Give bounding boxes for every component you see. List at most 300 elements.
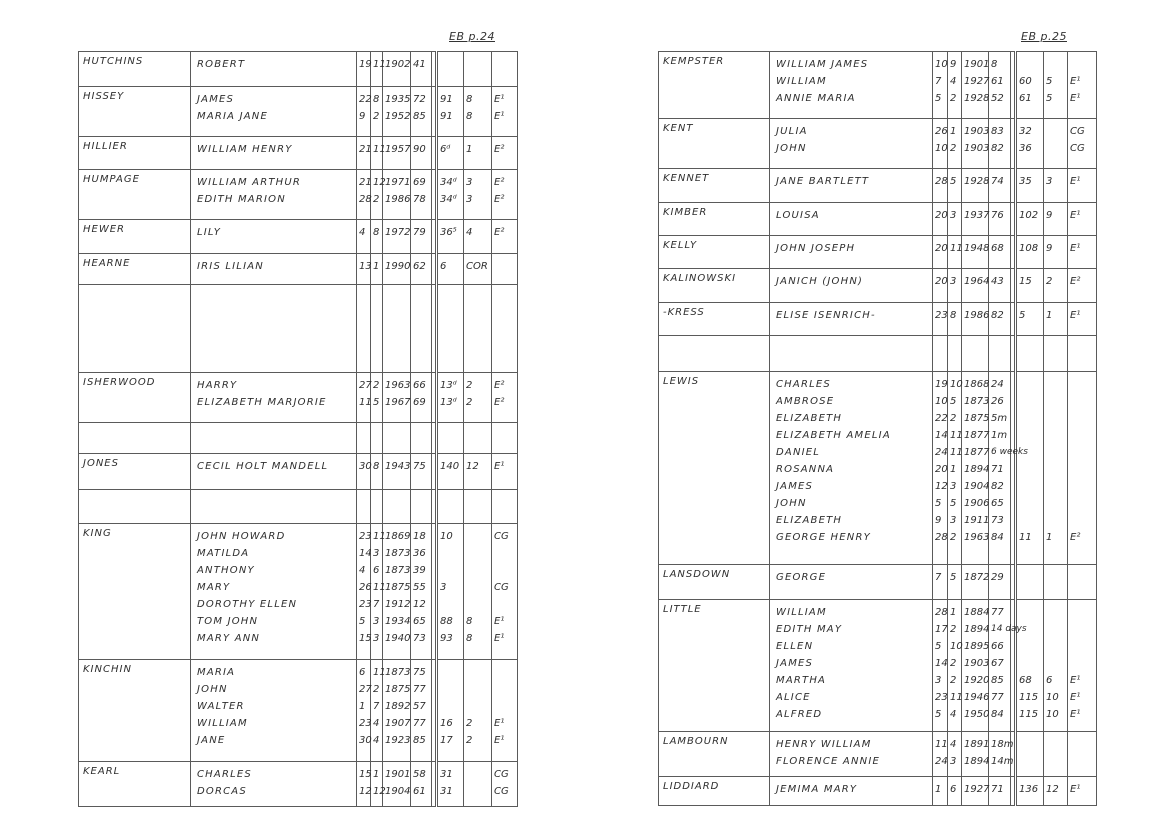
christian-name: WALTER	[197, 701, 245, 712]
christian-name: MARY ANN	[197, 633, 261, 644]
section-code: CG	[494, 769, 509, 780]
section-code	[1070, 495, 1096, 512]
section-code: E¹	[1070, 176, 1081, 187]
death-day-cell	[933, 169, 948, 203]
grave-number: 34ᵈ	[440, 177, 457, 188]
death-day-cell	[357, 220, 371, 254]
death-month: 5	[950, 572, 957, 583]
death-year: 1986	[385, 194, 411, 205]
death-month: 3	[373, 616, 380, 627]
death-month: 5	[950, 396, 957, 407]
death-year: 1986	[964, 310, 990, 321]
death-month: 8	[950, 310, 957, 321]
death-month-cell	[948, 777, 962, 806]
section-code: E²	[494, 227, 505, 238]
grave-number: 34ᵈ	[440, 194, 457, 205]
section-code-cell	[1068, 203, 1097, 236]
christian-name: ELISE ISENRICH-	[776, 310, 876, 321]
death-day-cell	[357, 423, 371, 454]
section-code: E¹	[1070, 243, 1081, 254]
death-month-cell	[948, 732, 962, 777]
section-code	[1070, 512, 1096, 529]
death-year-cell	[962, 336, 989, 372]
section-code	[494, 562, 517, 579]
row-number-cell	[1044, 303, 1068, 336]
grave-number-cell	[1016, 600, 1044, 732]
family-entry	[79, 52, 518, 87]
death-month-cell	[371, 423, 383, 454]
death-day: 14	[935, 658, 948, 669]
grave-number: 31	[440, 786, 453, 797]
row-number	[1046, 140, 1067, 157]
christian-name-cell	[770, 732, 933, 777]
christian-name: DOROTHY ELLEN	[197, 599, 298, 610]
grave-number: 93	[440, 633, 453, 644]
death-year: 1901	[385, 769, 411, 780]
christian-name: JOHN	[197, 684, 228, 695]
age-at-death: 14 days	[991, 624, 1027, 634]
death-day: 9	[359, 111, 366, 122]
row-number: 3	[466, 177, 473, 188]
death-day: 17	[935, 624, 948, 635]
death-day: 23	[935, 692, 948, 703]
death-day: 14	[935, 430, 948, 441]
death-day: 28	[935, 607, 948, 618]
row-number-cell	[1044, 565, 1068, 600]
death-day-cell	[357, 254, 371, 285]
section-code	[1070, 444, 1096, 461]
grave-number	[1019, 461, 1043, 478]
death-day: 20	[935, 276, 948, 287]
age-at-death: 85	[991, 675, 1004, 686]
section-code: E¹	[494, 111, 505, 122]
christian-name: CECIL HOLT MANDELL	[197, 461, 329, 472]
grave-number-cell	[437, 170, 464, 220]
age-at-death: 62	[413, 261, 426, 272]
family-entry	[79, 254, 518, 285]
death-month: 2	[373, 194, 380, 205]
christian-name: GEORGE	[776, 572, 827, 583]
death-year: 1943	[385, 461, 411, 472]
christian-name: JOHN JOSEPH	[776, 243, 856, 254]
grave-number-cell	[437, 373, 464, 423]
death-day: 1	[935, 784, 942, 795]
age-at-death-cell	[411, 373, 432, 423]
christian-name: WILLIAM JAMES	[776, 59, 869, 70]
death-day: 11	[935, 739, 948, 750]
death-month-cell	[371, 524, 386, 660]
grave-number-cell	[437, 454, 464, 490]
section-code-cell	[492, 285, 518, 373]
death-month-cell	[371, 285, 383, 373]
death-year: 1869	[385, 531, 411, 542]
grave-number-cell	[437, 87, 464, 137]
row-number-cell	[1044, 269, 1068, 303]
death-day-cell	[357, 490, 371, 524]
christian-name: CHARLES	[776, 379, 831, 390]
christian-name: ANTHONY	[197, 565, 255, 576]
death-year: 1907	[385, 718, 411, 729]
death-day: 4	[359, 227, 366, 238]
death-day: 9	[935, 515, 942, 526]
section-code-cell	[492, 524, 518, 660]
grave-number: 10	[440, 531, 453, 542]
row-number-cell	[464, 423, 492, 454]
death-day: 24	[935, 756, 948, 767]
row-number	[466, 664, 491, 681]
grave-number: 35	[1019, 176, 1032, 187]
row-number: 3	[466, 194, 473, 205]
christian-name-cell	[191, 170, 357, 220]
grave-number-cell	[437, 490, 464, 524]
grave-number	[440, 698, 463, 715]
family-name: KALINOWSKI	[659, 269, 770, 303]
christian-name-cell	[191, 373, 357, 423]
christian-name-cell	[191, 137, 357, 170]
death-day: 6	[359, 667, 366, 678]
row-number	[1046, 56, 1067, 73]
age-at-death: 43	[991, 276, 1004, 287]
section-code-cell	[492, 52, 518, 87]
family-name	[79, 423, 191, 454]
row-number: 5	[1046, 76, 1053, 87]
christian-name: TOM JOHN	[197, 616, 259, 627]
age-at-death: 18	[413, 531, 426, 542]
grave-number	[440, 681, 463, 698]
register-body	[659, 52, 1097, 806]
age-at-death: 61	[991, 76, 1004, 87]
death-day: 20	[935, 243, 948, 254]
section-code: E²	[494, 380, 505, 391]
death-year-cell	[383, 454, 411, 490]
death-year-cell	[383, 423, 411, 454]
christian-name: JAMES	[776, 658, 814, 669]
family-name: LIDDIARD	[659, 777, 770, 806]
row-number-cell	[464, 285, 492, 373]
age-at-death: 66	[413, 380, 426, 391]
family-entry	[659, 600, 1097, 732]
row-number	[1046, 393, 1067, 410]
row-number: 2	[466, 397, 473, 408]
death-year-cell	[962, 732, 989, 777]
family-entry	[659, 203, 1097, 236]
death-day-cell	[933, 236, 948, 269]
row-number-cell	[464, 137, 492, 170]
family-entry	[79, 170, 518, 220]
christian-name-cell	[770, 236, 933, 269]
death-month: 7	[373, 599, 380, 610]
death-month: 6	[950, 784, 957, 795]
family-entry	[659, 269, 1097, 303]
section-code: E¹	[494, 461, 505, 472]
death-year: 1967	[385, 397, 411, 408]
row-number-cell	[1044, 236, 1068, 269]
row-number-cell	[1044, 372, 1068, 565]
death-year: 1904	[964, 481, 990, 492]
death-year: 1952	[385, 111, 411, 122]
death-day-cell	[357, 285, 371, 373]
death-year: 1934	[385, 616, 411, 627]
age-at-death: 85	[413, 735, 426, 746]
age-at-death-cell	[411, 285, 432, 373]
section-code-cell	[492, 137, 518, 170]
grave-number	[440, 56, 463, 73]
section-code	[494, 698, 517, 715]
death-year: 1894	[964, 756, 990, 767]
age-at-death: 8	[991, 59, 998, 70]
christian-name-cell	[191, 454, 357, 490]
grave-number	[1019, 512, 1043, 529]
row-number: 12	[466, 461, 479, 472]
grave-number: 11	[1019, 532, 1032, 543]
death-month-cell	[371, 137, 386, 170]
age-at-death-cell	[411, 490, 432, 524]
grave-number-cell	[1016, 52, 1044, 119]
age-at-death: 83	[991, 126, 1004, 137]
death-month: 1	[950, 126, 957, 137]
row-number-cell	[464, 220, 492, 254]
death-month-cell	[948, 236, 962, 269]
death-day-cell	[933, 52, 948, 119]
death-day: 28	[359, 194, 372, 205]
christian-name: JEMIMA MARY	[776, 784, 858, 795]
death-month-cell	[948, 303, 962, 336]
age-at-death-cell	[411, 660, 432, 762]
family-entry	[79, 220, 518, 254]
age-at-death: 79	[413, 227, 426, 238]
row-number: 8	[466, 616, 473, 627]
death-year: 1877	[964, 447, 990, 458]
section-code	[1070, 461, 1096, 478]
christian-name: DORCAS	[197, 786, 247, 797]
row-number	[1046, 427, 1067, 444]
section-code	[494, 56, 517, 73]
grave-number-cell	[437, 423, 464, 454]
age-at-death: 6 weeks	[991, 447, 1028, 457]
row-number	[466, 56, 491, 73]
grave-number	[440, 545, 463, 562]
section-code	[1070, 410, 1096, 427]
row-number: 2	[466, 380, 473, 391]
family-name: KENT	[659, 119, 770, 169]
grave-number: 3	[440, 582, 447, 593]
row-number: 4	[466, 227, 473, 238]
section-code: E²	[494, 194, 505, 205]
age-at-death: 52	[991, 93, 1004, 104]
christian-name-cell	[191, 490, 357, 524]
row-number	[1046, 753, 1067, 770]
section-code-cell	[492, 490, 518, 524]
grave-number: 6ᵈ	[440, 144, 451, 155]
grave-number: 36	[1019, 143, 1032, 154]
section-code-cell	[492, 220, 518, 254]
death-month: 4	[373, 718, 380, 729]
row-number: 8	[466, 633, 473, 644]
christian-name: EDITH MARION	[197, 194, 286, 205]
row-number: COR	[466, 261, 488, 272]
death-year-cell	[383, 220, 411, 254]
section-code-cell	[492, 170, 518, 220]
grave-number: 140	[440, 461, 460, 472]
age-at-death: 76	[991, 210, 1004, 221]
death-day: 7	[935, 572, 942, 583]
death-year-cell	[962, 119, 989, 169]
grave-number-cell	[437, 52, 464, 87]
christian-name-cell	[191, 87, 357, 137]
death-year-cell	[962, 169, 989, 203]
christian-name: ROSANNA	[776, 464, 835, 475]
death-day-cell	[933, 303, 948, 336]
death-day: 12	[935, 481, 948, 492]
death-year-cell	[383, 524, 411, 660]
row-number	[466, 579, 491, 596]
section-code-cell	[1068, 269, 1097, 303]
row-number: 10	[1046, 709, 1059, 720]
death-year: 1891	[964, 739, 990, 750]
age-at-death: 14m	[991, 756, 1014, 767]
christian-name-cell	[770, 203, 933, 236]
death-year: 1902	[385, 59, 411, 70]
death-day: 20	[935, 464, 948, 475]
row-number: 10	[1046, 692, 1059, 703]
row-number-cell	[1044, 732, 1068, 777]
age-at-death-cell	[411, 254, 432, 285]
row-number-cell	[464, 490, 492, 524]
section-code: CG	[494, 786, 509, 797]
death-month: 2	[950, 624, 957, 635]
death-month: 1	[373, 769, 380, 780]
death-month-cell	[371, 170, 386, 220]
age-at-death: 65	[991, 498, 1004, 509]
death-year: 1906	[964, 498, 990, 509]
death-year: 1927	[964, 784, 990, 795]
row-number	[1046, 495, 1067, 512]
row-number: 2	[466, 735, 473, 746]
row-number	[1046, 736, 1067, 753]
grave-number: 91	[440, 94, 453, 105]
death-year-cell	[383, 170, 411, 220]
death-month: 4	[950, 76, 957, 87]
grave-number-cell	[437, 762, 464, 807]
row-number-cell	[464, 373, 492, 423]
section-code	[494, 545, 517, 562]
section-code	[1070, 655, 1096, 672]
death-month: 4	[950, 709, 957, 720]
christian-name: ELIZABETH MARJORIE	[197, 397, 327, 408]
age-at-death: 84	[991, 709, 1004, 720]
age-at-death: 72	[413, 94, 426, 105]
grave-number: 16	[440, 718, 453, 729]
death-month: 5	[950, 176, 957, 187]
death-day-cell	[357, 170, 371, 220]
row-number	[1046, 410, 1067, 427]
family-name: KEMPSTER	[659, 52, 770, 119]
section-code-cell	[492, 423, 518, 454]
grave-number	[1019, 56, 1043, 73]
death-month: 2	[950, 413, 957, 424]
age-at-death: 24	[991, 379, 1004, 390]
family-name	[79, 285, 191, 373]
death-month-cell	[948, 169, 962, 203]
christian-name: MARY	[197, 582, 231, 593]
death-year: 1963	[964, 532, 990, 543]
age-at-death-cell	[989, 169, 1011, 203]
row-number	[1046, 621, 1067, 638]
death-year: 1935	[385, 94, 411, 105]
death-year-cell	[962, 600, 989, 732]
row-number: 8	[466, 111, 473, 122]
death-day-cell	[357, 87, 371, 137]
age-at-death-cell	[411, 220, 432, 254]
age-at-death-cell	[411, 170, 432, 220]
row-number: 1	[1046, 532, 1053, 543]
age-at-death-cell	[989, 203, 1011, 236]
age-at-death-cell	[989, 52, 1011, 119]
row-number	[1046, 478, 1067, 495]
death-year: 1920	[964, 675, 990, 686]
section-code	[1070, 753, 1096, 770]
death-month: 5	[950, 498, 957, 509]
death-month: 3	[950, 210, 957, 221]
row-number: 8	[466, 94, 473, 105]
age-at-death: 73	[991, 515, 1004, 526]
death-month-cell	[948, 336, 962, 372]
grave-number-cell	[1016, 169, 1044, 203]
row-number-cell	[464, 660, 492, 762]
row-number	[466, 681, 491, 698]
grave-number-cell	[437, 254, 464, 285]
row-number-cell	[464, 524, 492, 660]
family-name: KIMBER	[659, 203, 770, 236]
christian-name: MARTHA	[776, 675, 827, 686]
christian-name: JANICH (JOHN)	[776, 276, 864, 287]
family-name: LEWIS	[659, 372, 770, 565]
death-month: 3	[950, 515, 957, 526]
death-year: 1877	[964, 430, 990, 441]
death-year: 1990	[385, 261, 411, 272]
section-code	[494, 258, 517, 275]
family-name: ISHERWOOD	[79, 373, 191, 423]
christian-name: LILY	[197, 227, 222, 238]
grave-number-cell	[1016, 203, 1044, 236]
death-month-cell	[371, 660, 386, 762]
death-day: 22	[935, 413, 948, 424]
age-at-death: 57	[413, 701, 426, 712]
grave-number	[1019, 736, 1043, 753]
christian-name: HARRY	[197, 380, 238, 391]
death-year: 1937	[964, 210, 990, 221]
burial-register-table	[78, 51, 518, 807]
christian-name-cell	[770, 119, 933, 169]
row-number-cell	[464, 762, 492, 807]
section-code-cell	[492, 87, 518, 137]
family-name	[659, 336, 770, 372]
death-month-cell	[371, 373, 383, 423]
death-year: 1903	[964, 143, 990, 154]
death-year: 1972	[385, 227, 411, 238]
death-year-cell	[962, 203, 989, 236]
section-code: E¹	[1070, 210, 1081, 221]
death-month: 3	[373, 548, 380, 559]
death-month: 12	[373, 786, 386, 797]
death-month: 11	[950, 430, 963, 441]
christian-name-cell	[770, 336, 933, 372]
death-year: 1904	[385, 786, 411, 797]
death-year-cell	[962, 269, 989, 303]
death-day: 21	[359, 144, 372, 155]
christian-name: IRIS LILIAN	[197, 261, 264, 272]
death-day: 21	[359, 177, 372, 188]
